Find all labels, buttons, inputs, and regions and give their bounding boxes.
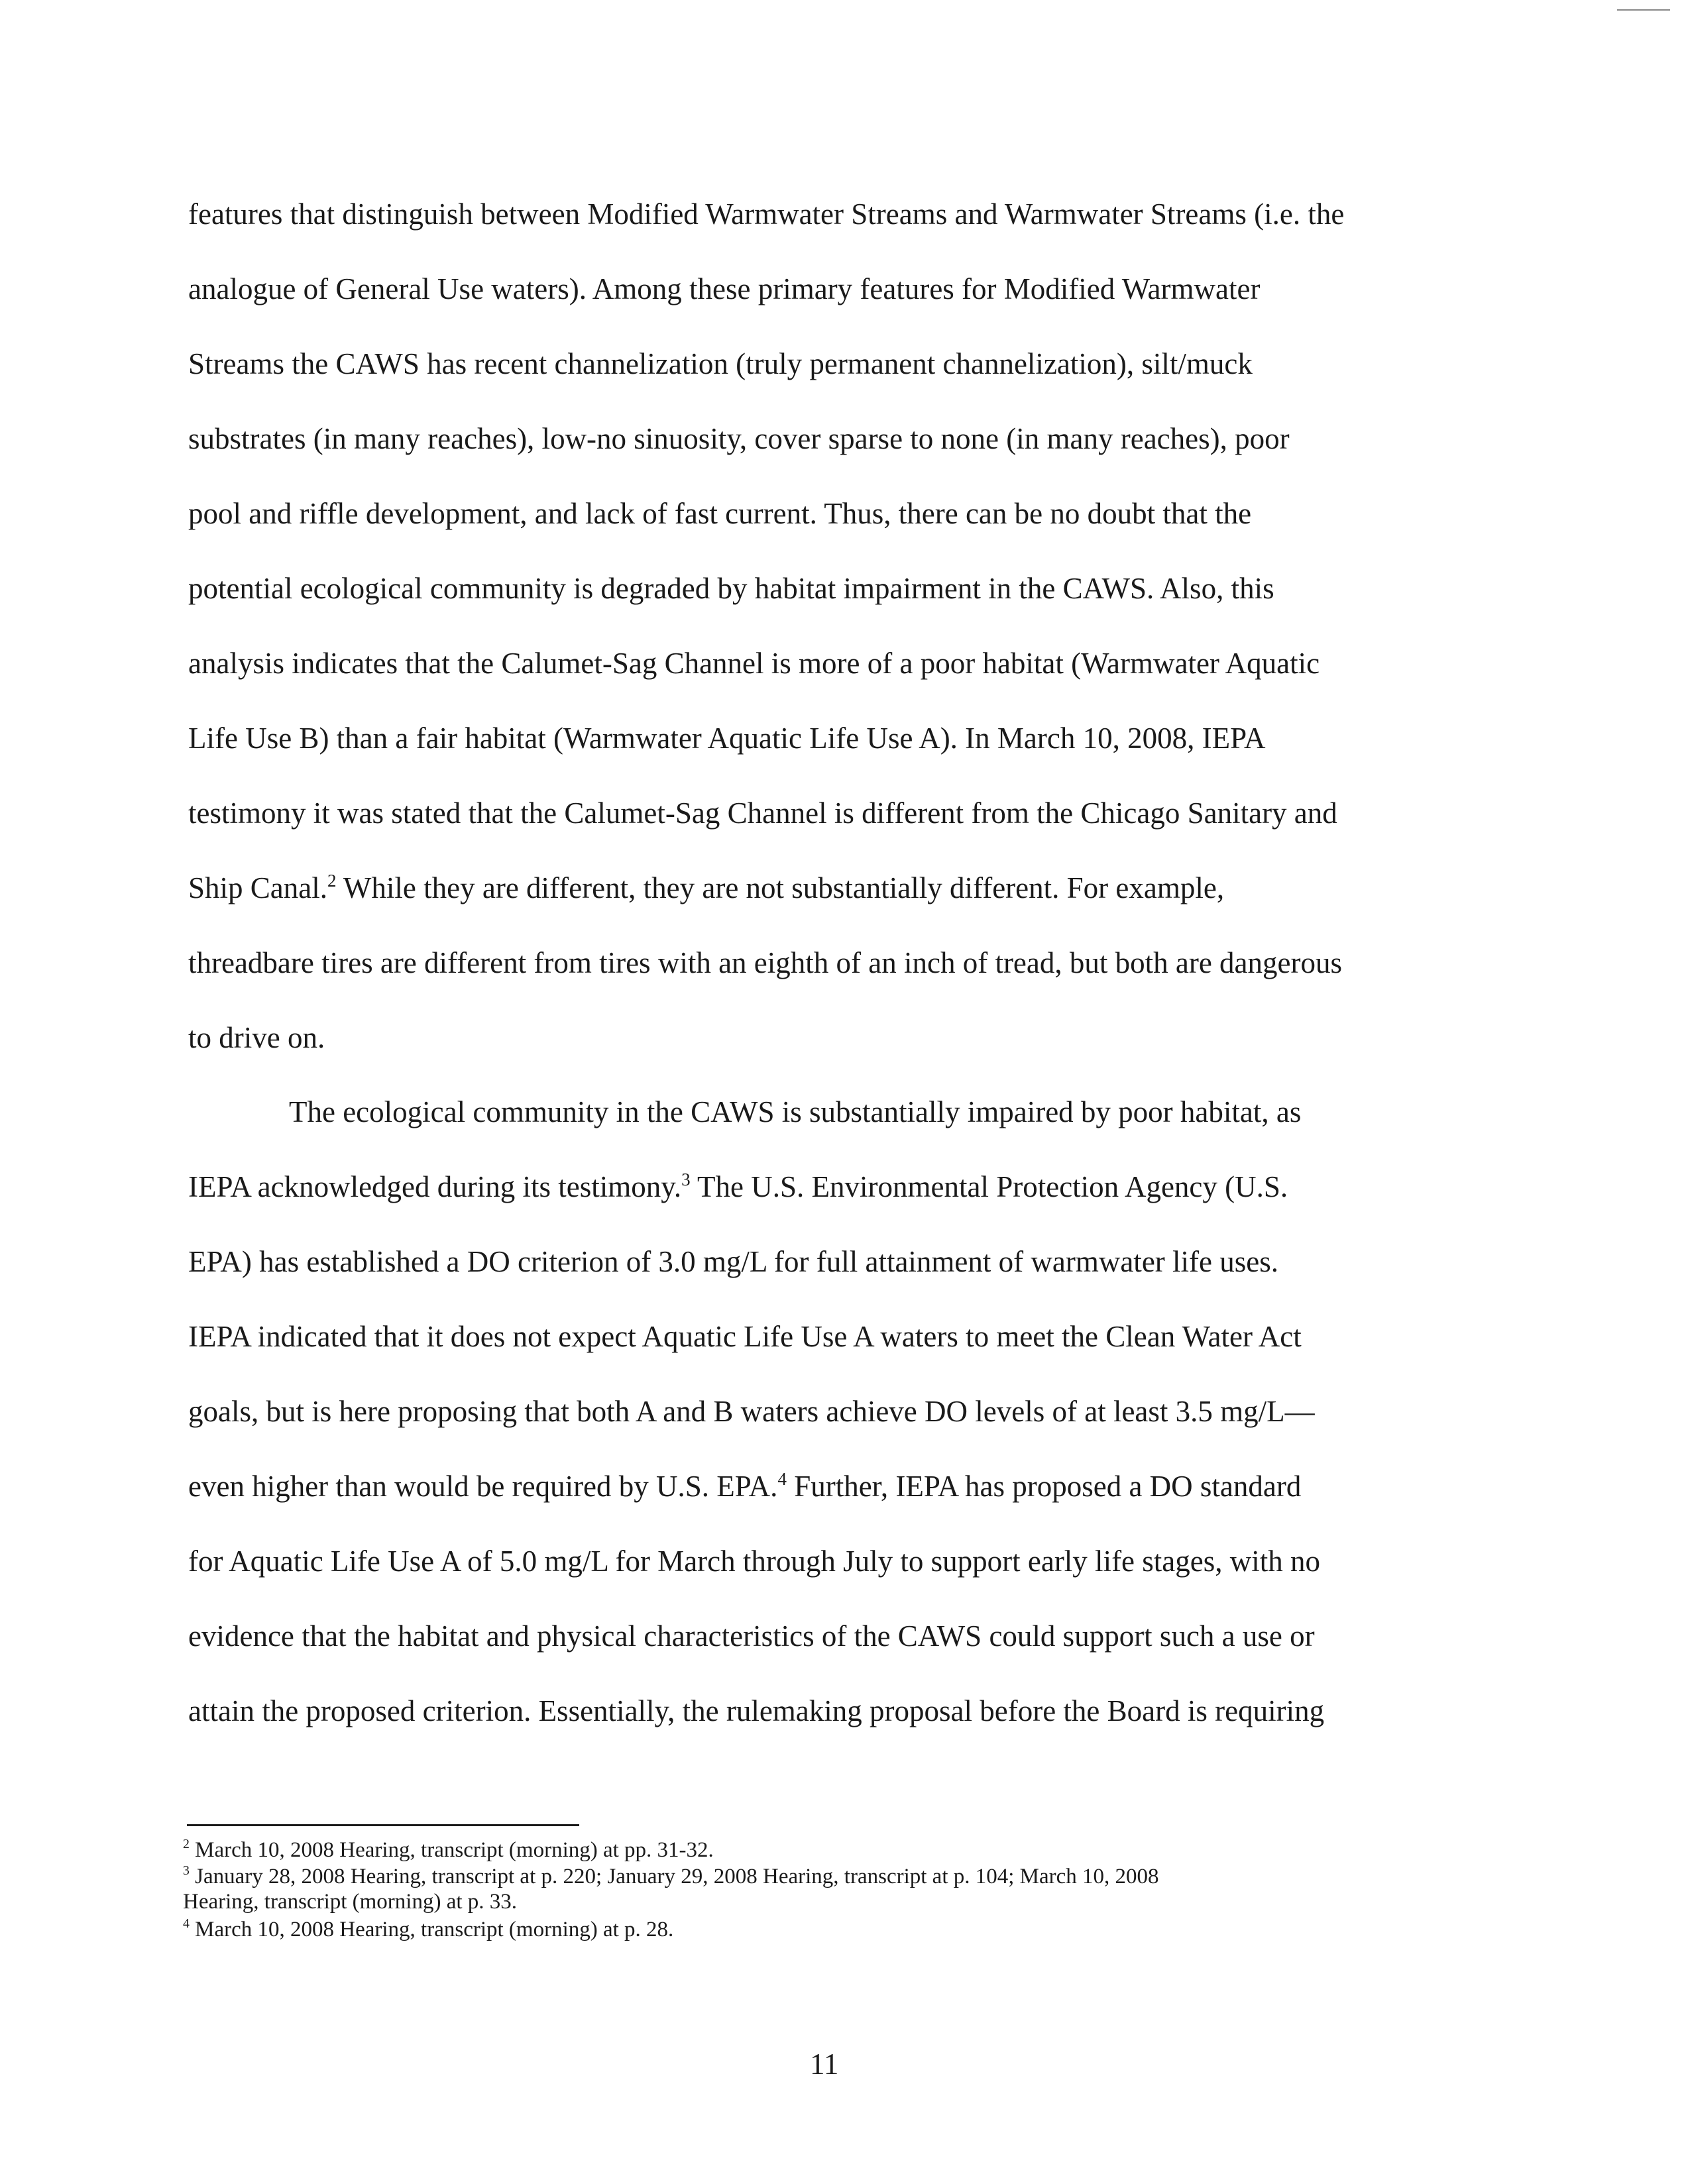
body-line: for Aquatic Life Use A of 5.0 mg/L for March through July to support early life stages, with no: [188, 1545, 1321, 1578]
footnote-text: March 10, 2008 Hearing, transcript (morning) at p. 28.: [189, 1918, 674, 1941]
body-line: pool and riffle development, and lack of fast current. Thus, there can be no doubt that the: [188, 497, 1252, 530]
footnote-ref: 2: [327, 870, 337, 891]
page-number: 11: [810, 2048, 839, 2081]
scan-mark: [1617, 9, 1670, 11]
footnote-number: 4: [183, 1916, 190, 1932]
footnote-number: 3: [183, 1863, 190, 1879]
body-line: EPA) has established a DO criterion of 3.0 mg/L for full attainment of warmwater life uses.: [188, 1245, 1278, 1278]
footnote-text: January 28, 2008 Hearing, transcript at p. 220; January 29, 2008 Hearing, transcript at p. 104; March 10, 2008: [189, 1865, 1159, 1888]
body-text: even higher than would be required by U.S. EPA.: [188, 1470, 778, 1503]
body-line: features that distinguish between Modified Warmwater Streams and Warmwater Streams (i.e. the: [188, 197, 1345, 231]
footnote: [183, 1837, 714, 1863]
body-line: substrates (in many reaches), low-no sinuosity, cover sparse to none (in many reaches), poor: [188, 422, 1290, 455]
paragraph-first-line: The ecological community in the CAWS is substantially impaired by poor habitat, as: [289, 1095, 1302, 1128]
body-text: While they are different, they are not substantially different. For example,: [336, 871, 1225, 904]
body-line: Life Use B) than a fair habitat (Warmwater Aquatic Life Use A). In March 10, 2008, IEPA: [188, 722, 1266, 755]
footnote: [183, 1888, 517, 1915]
body-line: [188, 1466, 1301, 1506]
body-line: to drive on.: [188, 1021, 325, 1054]
body-line: evidence that the habitat and physical characteristics of the CAWS could support such a use or: [188, 1619, 1315, 1653]
body-line: potential ecological community is degraded by habitat impairment in the CAWS. Also, this: [188, 572, 1274, 605]
footnote-text: Hearing, transcript (morning) at p. 33.: [183, 1890, 518, 1914]
footnote: [183, 1916, 673, 1943]
body-line: [188, 1167, 1288, 1207]
footnote-ref: 3: [681, 1169, 691, 1189]
body-line: testimony it was stated that the Calumet-Sag Channel is different from the Chicago Sanitary and: [188, 796, 1337, 830]
footnote: [183, 1863, 1159, 1890]
footnote-separator: [187, 1824, 579, 1826]
body-line: goals, but is here proposing that both A and B waters achieve DO levels of at least 3.5 mg/L—: [188, 1395, 1315, 1428]
body-text: The U.S. Environmental Protection Agency (U.S.: [690, 1170, 1288, 1203]
footnote-number: 2: [183, 1837, 190, 1852]
body-line: threadbare tires are different from tires with an eighth of an inch of tread, but both are dangerous: [188, 946, 1343, 979]
footnote-ref: 4: [777, 1468, 787, 1489]
body-line: analysis indicates that the Calumet-Sag Channel is more of a poor habitat (Warmwater Aquatic: [188, 647, 1320, 680]
body-line: IEPA indicated that it does not expect Aquatic Life Use A waters to meet the Clean Water Act: [188, 1320, 1302, 1353]
footnote-text: March 10, 2008 Hearing, transcript (morning) at pp. 31-32.: [189, 1838, 714, 1862]
body-text: Ship Canal.: [188, 871, 327, 904]
body-line: analogue of General Use waters). Among these primary features for Modified Warmwater: [188, 272, 1261, 305]
body-text: IEPA acknowledged during its testimony.: [188, 1170, 682, 1203]
body-line: [188, 868, 1224, 908]
body-line: attain the proposed criterion. Essentially, the rulemaking proposal before the Board is requiring: [188, 1694, 1325, 1727]
body-text: Further, IEPA has proposed a DO standard: [786, 1470, 1302, 1503]
body-line: Streams the CAWS has recent channelization (truly permanent channelization), silt/muck: [188, 347, 1253, 380]
